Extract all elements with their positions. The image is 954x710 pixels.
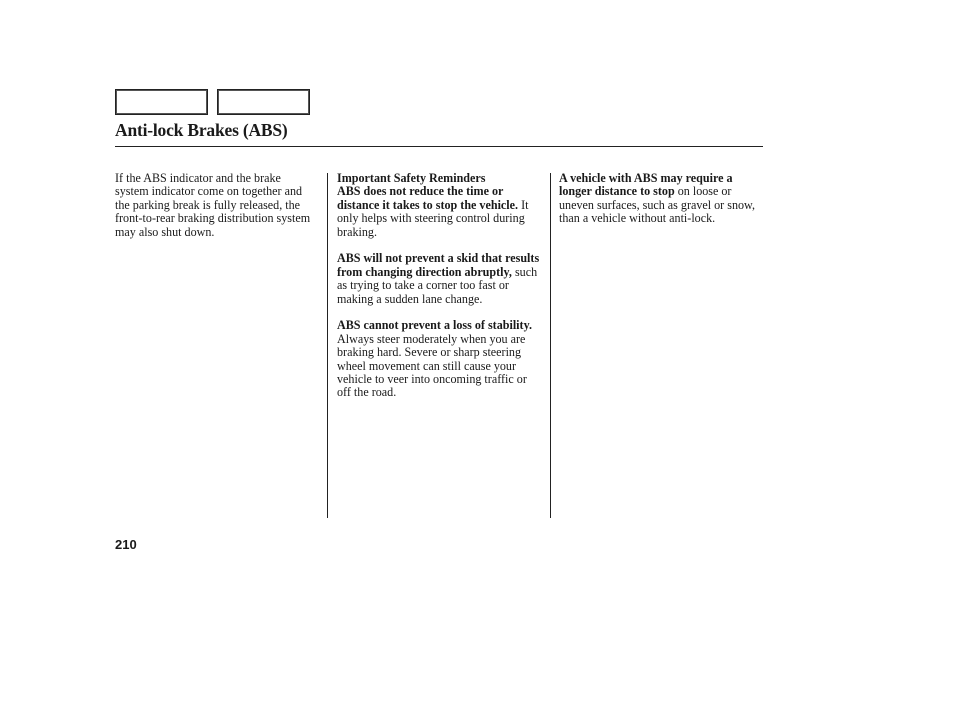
abs-stopping-distance-bold: ABS does not reduce the time or distance it takes to stop the vehicle.: [337, 184, 519, 212]
abs-distance-paragraph: [559, 172, 764, 226]
abs-skid-bold: ABS will not prevent a skid that results from changing direction abruptly,: [337, 251, 540, 279]
safety-reminders-paragraph: [337, 172, 542, 239]
abs-stability-paragraph: [337, 319, 542, 399]
abs-distance-bold: A vehicle with ABS may require a longer distance to stop: [559, 171, 733, 199]
abs-distance-text: on loose or uneven surfaces, such as gravel or snow, than a vehicle without anti-lock.: [559, 184, 756, 226]
page-title: Anti-lock Brakes (ABS): [115, 120, 288, 140]
abs-skid-text: such as trying to take a corner too fast or making a sudden lane change.: [337, 264, 538, 306]
column-divider-1: [327, 173, 328, 518]
page-number: 210: [115, 537, 137, 552]
abs-stopping-distance-text: It only helps with steering control during braking.: [337, 197, 529, 239]
column-right: [559, 172, 764, 239]
abs-skid-paragraph: [337, 252, 542, 306]
title-divider: [115, 146, 763, 147]
safety-reminders-heading: Important Safety Reminders: [337, 171, 486, 185]
column-left: [115, 172, 315, 252]
column-middle: [337, 172, 542, 413]
nav-tab-box-2[interactable]: [217, 89, 310, 115]
abs-indicator-paragraph: If the ABS indicator and the brake system indicator come on together and the parking break is fully released, the front-to-rear braking distribution system may also shut down.: [115, 171, 311, 239]
column-divider-2: [550, 173, 551, 518]
abs-stability-text: Always steer moderately when you are braking hard. Severe or sharp steering wheel movement can still cause your vehicle to veer into oncoming traffic or off the road.: [337, 331, 527, 400]
nav-tab-box-1[interactable]: [115, 89, 208, 115]
abs-stability-bold: ABS cannot prevent a loss of stability.: [337, 318, 532, 333]
